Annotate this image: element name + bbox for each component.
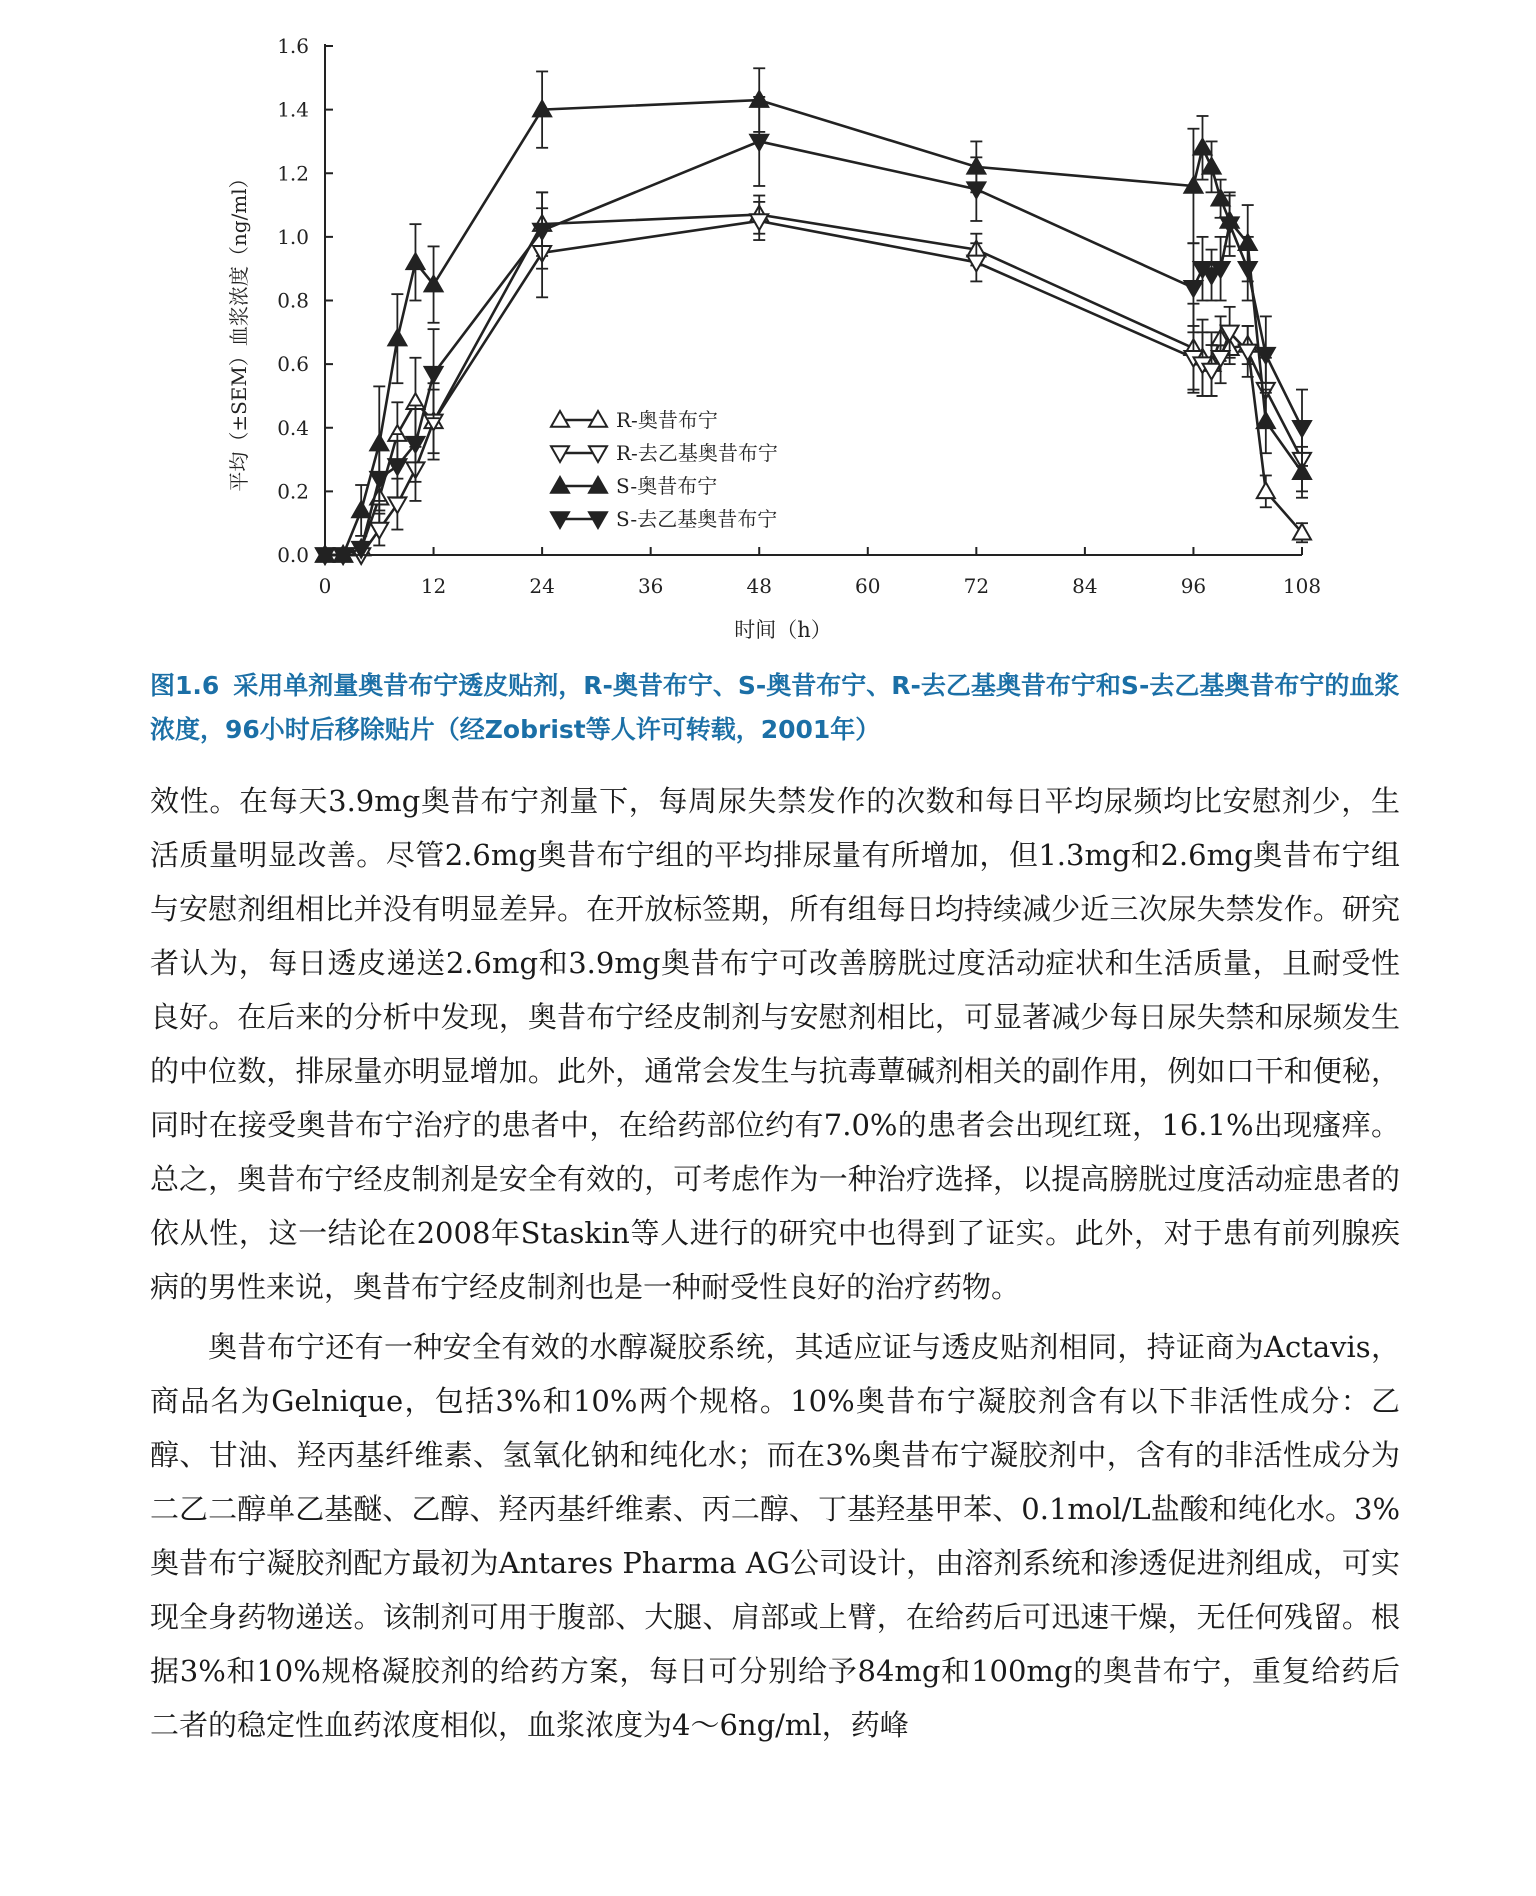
- data-point: [388, 459, 406, 475]
- data-point: [388, 330, 406, 346]
- figure-caption: [150, 664, 1400, 752]
- data-point: [1203, 158, 1221, 174]
- x-tick-label: 36: [637, 574, 664, 598]
- y-tick-label: 0.4: [277, 415, 309, 440]
- y-tick-label: 1.4: [277, 97, 309, 122]
- x-tick-label: 48: [746, 574, 772, 598]
- data-point: [967, 182, 985, 198]
- legend-label: S-奥昔布宁: [616, 474, 718, 498]
- x-tick-label: 108: [1282, 574, 1322, 598]
- x-tick-label: 0: [318, 574, 332, 598]
- x-tick-label: 84: [1072, 574, 1098, 598]
- x-tick-label: 60: [855, 574, 881, 598]
- data-point: [1184, 281, 1202, 297]
- y-tick-label: 0.2: [277, 479, 309, 504]
- series-line: [325, 100, 1302, 555]
- series-2: [316, 202, 1311, 564]
- data-point: [352, 501, 370, 517]
- data-point: [1257, 412, 1275, 428]
- y-axis-label: 平均（±SEM）血浆浓度（ng/ml）: [227, 168, 251, 492]
- series-4: [316, 97, 1311, 564]
- data-point: [1257, 482, 1275, 498]
- legend-item: [551, 408, 718, 432]
- x-tick-label: 96: [1180, 574, 1207, 598]
- x-axis-label: 时间（h）: [734, 618, 832, 642]
- legend-item: [551, 441, 778, 465]
- y-tick-label: 0.8: [277, 288, 309, 313]
- x-tick-label: 72: [963, 574, 990, 598]
- series-line: [325, 141, 1302, 555]
- chart-axes: [325, 44, 1302, 555]
- figure-number: 图1.6: [150, 671, 220, 700]
- y-tick-label: 1.2: [277, 161, 309, 186]
- legend-item: [551, 507, 777, 531]
- y-tick-label: 1.0: [277, 224, 309, 249]
- data-point: [406, 253, 424, 269]
- x-tick-label: 24: [529, 574, 555, 598]
- chart-legend: [551, 408, 778, 531]
- paragraph-2: 奥昔布宁还有一种安全有效的水醇凝胶系统，其适应证与透皮贴剂相同，持证商为Actavis，商品名为Gelnique，包括3%和10%两个规格。10%奥昔布宁凝胶剂含有以下非活性成分：乙醇、甘油、羟丙基纤维素、氢氧化钠和纯化水；而在3%奥昔布宁凝胶剂中，含有的非活性成分为二乙二醇单乙基醚、乙醇、羟丙基纤维素、丙二醇、丁基羟基甲苯、0.1mol/L盐酸和纯化水。3%奥昔布宁凝胶剂配方最初为Antares Pharma AG公司设计，由溶剂系统和渗透促进剂组成，可实现全身药物递送。该制剂可用于腹部、大腿、肩部或上臂，在给药后可迅速干燥，无任何残留。根据3%和10%规格凝胶剂的给药方案，每日可分别给予84mg和100mg的奥昔布宁，重复给药后二者的稳定性血药浓度相似，血浆浓度为4～6ng/ml，药峰: [150, 1330, 1400, 1742]
- series-layer: [316, 68, 1311, 564]
- concentration-time-chart: [0, 0, 1536, 660]
- legend-item: [551, 474, 717, 498]
- data-point: [388, 497, 406, 513]
- data-point: [425, 367, 443, 383]
- paragraph-1: 效性。在每天3.9mg奥昔布宁剂量下，每周尿失禁发作的次数和每日平均尿频均比安慰剂少，生活质量明显改善。尽管2.6mg奥昔布宁组的平均排尿量有所增加，但1.3mg和2.6mg奥昔布宁组与安慰剂组相比并没有明显差异。在开放标签期，所有组每日均持续减少近三次尿失禁发作。研究者认为，每日透皮递送2.6mg和3.9mg奥昔布宁可改善膀胱过度活动症状和生活质量，且耐受性良好。在后来的分析中发现，奥昔布宁经皮制剂与安慰剂相比，可显著减少每日尿失禁和尿频发生的中位数，排尿量亦明显增加。此外，通常会发生与抗毒蕈碱剂相关的副作用，例如口干和便秘，同时在接受奥昔布宁治疗的患者中，在给药部位约有7.0%的患者会出现红斑，16.1%出现瘙痒。总之，奥昔布宁经皮制剂是安全有效的，可考虑作为一种治疗选择，以提高膀胱过度活动症患者的依从性，这一结论在2008年Staskin等人进行的研究中也得到了证实。此外，对于患有前列腺疾病的男性来说，奥昔布宁经皮制剂也是一种耐受性良好的治疗药物。: [150, 784, 1400, 1304]
- legend-label: R-去乙基奥昔布宁: [616, 441, 778, 465]
- data-point: [1293, 421, 1311, 437]
- y-tick-label: 0.0: [277, 543, 309, 567]
- y-tick-label: 1.6: [277, 34, 309, 58]
- y-tick-label: 0.6: [277, 352, 309, 377]
- legend-label: S-去乙基奥昔布宁: [616, 507, 778, 531]
- legend-label: R-奥昔布宁: [616, 408, 718, 432]
- data-point: [967, 256, 985, 272]
- figure-caption-text: 采用单剂量奥昔布宁透皮贴剂，R-奥昔布宁、S-奥昔布宁、R-去乙基奥昔布宁和S-去乙基奥昔布宁的血浆浓度，96小时后移除贴片（经Zobrist等人许可转载，2001年）: [150, 671, 1400, 744]
- x-tick-label: 12: [420, 574, 447, 598]
- series-1: [316, 192, 1311, 561]
- data-point: [1239, 262, 1257, 278]
- series-3: [316, 68, 1311, 561]
- series-line: [325, 215, 1302, 555]
- body-text: [150, 774, 1400, 1752]
